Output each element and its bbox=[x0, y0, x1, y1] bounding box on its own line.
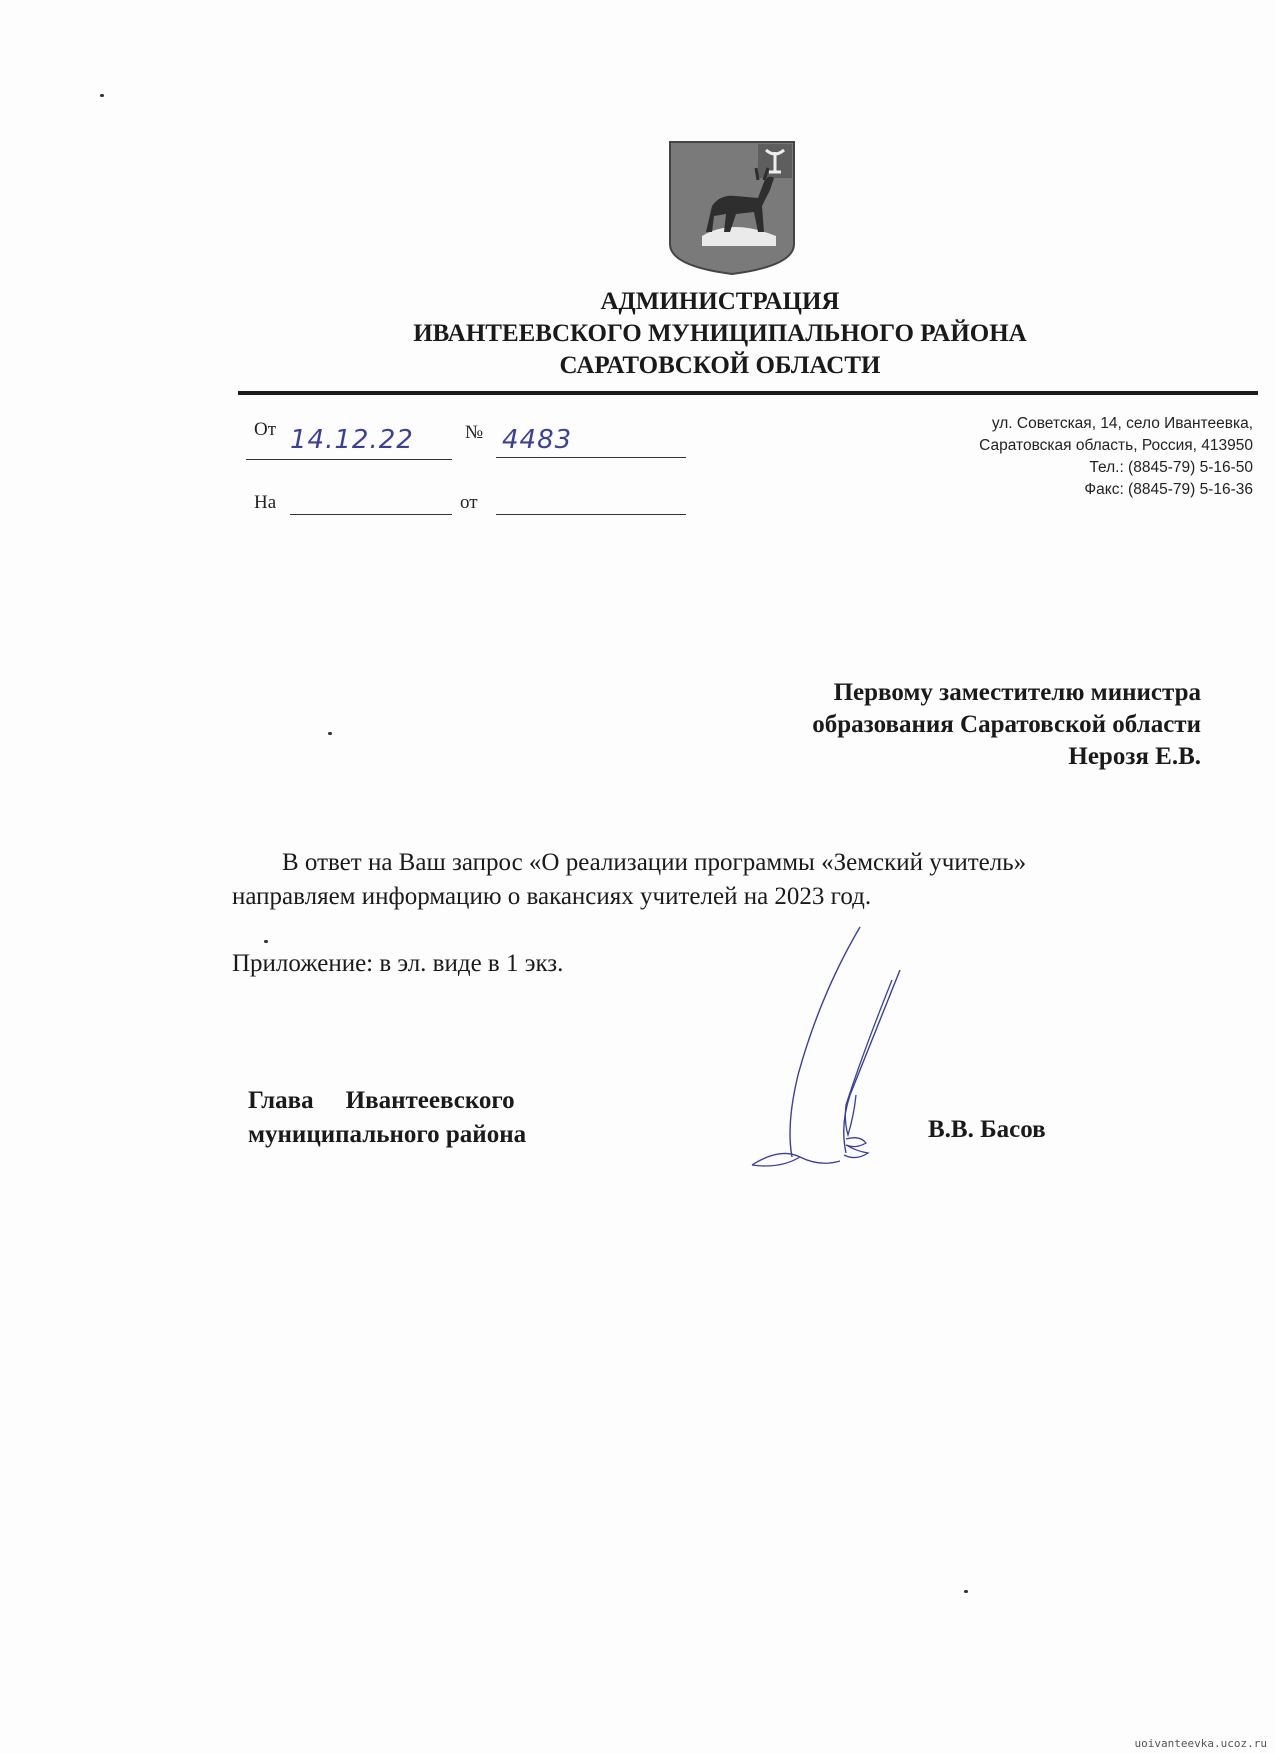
attachment-note: Приложение: в эл. виде в 1 экз. bbox=[232, 950, 564, 977]
sender-address bbox=[979, 413, 1253, 501]
signatory-title-word1: Глава bbox=[248, 1087, 314, 1114]
number-label: № bbox=[465, 422, 484, 443]
address-line: ул. Советская, 14, село Ивантеевка, bbox=[991, 415, 1253, 432]
scan-speck bbox=[328, 732, 332, 735]
coat-of-arms-icon bbox=[666, 140, 798, 276]
number-handwritten: 4483 bbox=[502, 425, 573, 455]
fax-line: Факс: (8845-79) 5-16-36 bbox=[1084, 481, 1253, 498]
recipient-name: Нерозя Е.В. bbox=[1068, 743, 1201, 770]
number-underline bbox=[496, 457, 686, 458]
date-underline bbox=[246, 459, 452, 460]
phone-line: Тел.: (8845-79) 5-16-50 bbox=[1089, 459, 1253, 476]
signatory-name: В.В. Басов bbox=[928, 1116, 1046, 1143]
body-line1: В ответ на Ваш запрос «О реализации программы «Земский учитель» bbox=[282, 849, 1027, 876]
org-title-line2: ИВАНТЕЕВСКОГО МУНИЦИПАЛЬНОГО РАЙОНА bbox=[413, 320, 1027, 347]
body-line2: направляем информацию о вакансиях учителей на 2023 год. bbox=[232, 883, 872, 910]
handwritten-signature-icon bbox=[750, 925, 920, 1175]
recipient-line1: Первому заместителю министра bbox=[833, 679, 1201, 706]
signatory-title-line2: муниципального района bbox=[248, 1121, 527, 1148]
date-handwritten: 14.12.22 bbox=[290, 425, 414, 455]
scan-speck bbox=[964, 1590, 968, 1593]
to-date-label: от bbox=[460, 492, 478, 513]
signatory-title bbox=[248, 1084, 526, 1152]
to-label: На bbox=[254, 492, 277, 513]
to-date-underline bbox=[496, 514, 686, 515]
recipient-block bbox=[812, 677, 1201, 773]
to-underline bbox=[290, 514, 452, 515]
from-label: От bbox=[254, 419, 277, 440]
org-title-line1: АДМИНИСТРАЦИЯ bbox=[600, 288, 840, 315]
header-rule bbox=[238, 391, 1258, 395]
recipient-line2: образования Саратовской области bbox=[812, 711, 1201, 738]
site-watermark: uoivanteevka.ucoz.ru bbox=[1134, 1737, 1267, 1750]
scan-speck bbox=[100, 94, 104, 97]
scan-speck bbox=[264, 940, 268, 943]
letter-body bbox=[232, 846, 1192, 914]
signatory-title-word2: Ивантеевского bbox=[345, 1087, 515, 1114]
address-line: Саратовская область, Россия, 413950 bbox=[979, 437, 1253, 454]
org-title-line3: САРАТОВСКОЙ ОБЛАСТИ bbox=[559, 352, 881, 379]
